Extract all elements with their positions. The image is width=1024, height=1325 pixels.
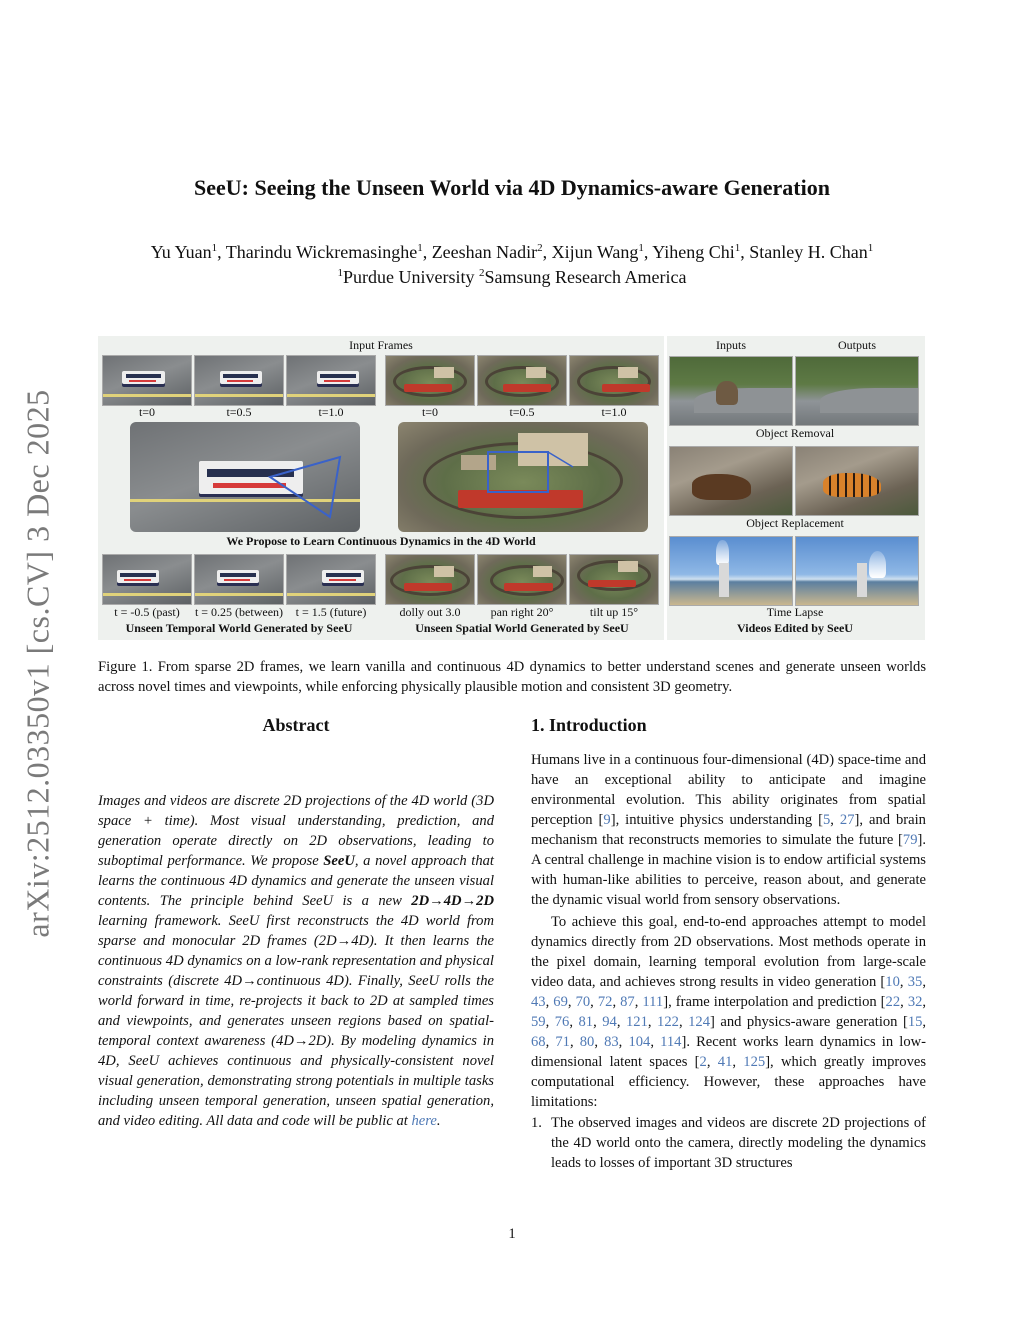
inputs-label: Inputs — [716, 338, 746, 352]
citation-link[interactable]: 2 — [699, 1054, 707, 1070]
list-item — [531, 1113, 926, 1173]
outputs-label: Outputs — [837, 338, 876, 352]
citation-link[interactable]: 59 — [531, 1014, 546, 1030]
spatial-label: dolly out 3.0 — [399, 605, 461, 619]
citation-link[interactable]: 32 — [907, 994, 923, 1010]
author-block — [0, 240, 1024, 290]
figure-caption: Figure 1. From sparse 2D frames, we learn vanilla and continuous 4D dynamics to better understand scenes and generate unseen worlds across novel times and viewpoints, while enforcing physically plausible motion and consistent 3D geometry. — [98, 659, 926, 695]
temporal-label: t = -0.5 (past) — [114, 605, 180, 619]
spatial-label: pan right 20° — [490, 605, 554, 619]
citation-link[interactable]: 43 — [531, 994, 546, 1010]
citation-link[interactable]: 111 — [642, 994, 664, 1010]
paper-title: SeeU: Seeing the Unseen World via 4D Dynamics-aware Generation — [194, 175, 830, 200]
tiger-output-image — [795, 446, 919, 516]
time-label: t=0 — [138, 405, 156, 419]
citation-link[interactable]: 125 — [743, 1054, 766, 1070]
generated-bus-frame-image — [286, 554, 376, 605]
author-name: Stanley H. Chan — [749, 242, 868, 262]
bus-frame-image — [286, 355, 376, 406]
citation-link[interactable]: 76 — [554, 1014, 570, 1030]
author-affiliation-mark: 1 — [638, 242, 644, 254]
temporal-label: t = 1.5 (future) — [295, 605, 367, 619]
arxiv-sidebar — [14, 378, 62, 948]
abstract-emphasis: SeeU — [323, 853, 355, 869]
generated-bus-frame-image — [102, 554, 192, 605]
citation-group: 10, 35, 43, 69, 70, 72, 87, 111 — [531, 974, 926, 1010]
affiliation-mark: 2 — [479, 267, 485, 279]
train-4d-reconstruction-image — [398, 422, 648, 532]
author-name: Zeeshan Nadir — [431, 242, 538, 262]
camera-frustum-overlay — [398, 422, 648, 532]
object-removal-label: Object Removal — [755, 426, 835, 440]
camera-frustum-overlay — [130, 422, 360, 532]
citation-link[interactable]: 121 — [626, 1014, 648, 1030]
train-frame-image — [385, 355, 475, 406]
intro-text-segment: To achieve this goal, end-to-end approaches attempt to model dynamics directly from 2D observations. Most methods operate in the pixel domain, learning temporal evolution from large-scale video data, and achieves strong results in video generation [ — [531, 914, 926, 990]
generated-train-frame-image — [385, 554, 475, 605]
generated-train-frame-image — [569, 554, 659, 605]
affiliation-list — [0, 265, 1024, 290]
kangaroo-input-image — [669, 356, 793, 426]
citation-link[interactable]: 81 — [578, 1014, 594, 1030]
time-label: t=0 — [421, 405, 439, 419]
input-frames-label: Input Frames — [349, 338, 413, 352]
citation-group: 2, 41, 125 — [699, 1054, 766, 1070]
citation-link[interactable]: 124 — [688, 1014, 710, 1030]
citation-group: 22, 32, 59, 76, 81, 94, 121, 122, 124 — [531, 994, 927, 1030]
bus-4d-reconstruction-image — [130, 422, 360, 532]
affiliation-name: Purdue University — [343, 267, 475, 287]
abstract-text-segment: , a novel approach that learns the continuous 4D dynamics and generate the unseen visual contents. The principle behind SeeU is a new — [98, 853, 494, 909]
citation-link[interactable]: 114 — [660, 1034, 682, 1050]
intro-text-segment: ]. Recent works learn dynamics in low-dimensional latent spaces [ — [531, 1034, 927, 1070]
spatial-label: tilt up 15° — [589, 605, 639, 619]
citation-link[interactable]: 27 — [839, 812, 855, 828]
generated-bus-frame-image — [194, 554, 284, 605]
bear-input-image — [669, 446, 793, 516]
abstract-body — [98, 791, 494, 1131]
videos-title: Videos Edited by SeeU — [737, 621, 853, 635]
figure-panel-left — [98, 336, 664, 640]
intro-heading: 1. Introduction — [531, 715, 647, 735]
citation-link[interactable]: 87 — [620, 994, 635, 1010]
affiliation-name: Samsung Research America — [484, 267, 687, 287]
author-affiliation-mark: 2 — [537, 242, 543, 254]
citation-link[interactable]: 69 — [553, 994, 568, 1010]
kangaroo-removed-output-image — [795, 356, 919, 426]
rocket-output-image — [795, 536, 919, 606]
citation-link[interactable]: 83 — [604, 1034, 619, 1050]
intro-text-segment: Humans live in a continuous four-dimensional (4D) space-time and have an exceptional ability to anticipate and imagine environmental evolution. This ability originates from spatial perception [ — [531, 752, 926, 828]
affiliation-mark: 1 — [337, 267, 344, 279]
code-link[interactable]: here — [411, 1113, 437, 1129]
temporal-label: t = 0.25 (between) — [194, 605, 284, 619]
citation-link[interactable]: 41 — [717, 1054, 733, 1070]
time-label: t=0.5 — [509, 405, 535, 419]
train-frame-image — [569, 355, 659, 406]
abstract-heading: Abstract — [262, 715, 330, 735]
citation-link[interactable]: 5 — [823, 812, 831, 828]
citation-group: 15, 68, 71, 80, 83, 104, 114 — [531, 1014, 927, 1050]
citation-link[interactable]: 35 — [907, 974, 923, 990]
citation-link[interactable]: 15 — [907, 1014, 923, 1030]
citation-link[interactable]: 70 — [575, 994, 591, 1010]
citation-link[interactable]: 80 — [579, 1034, 595, 1050]
author-affiliation-mark: 1 — [211, 242, 218, 254]
citation-link[interactable]: 122 — [657, 1014, 679, 1030]
list-number: 1. — [531, 1115, 542, 1131]
center-label: We Propose to Learn Continuous Dynamics in the 4D World — [226, 534, 536, 548]
intro-text-segment: ], and brain mechanism that reconstructs memories to simulate the future [ — [531, 812, 926, 848]
arxiv-id: arXiv:2512.03350v1 [cs.CV] 3 Dec 2025 — [19, 388, 56, 938]
intro-text-segment: ], which greatly improves computational efficiency. However, these approaches have limitations: — [531, 1054, 927, 1110]
author-affiliation-mark: 1 — [734, 242, 741, 254]
figure-panel-right — [667, 336, 925, 640]
author-name: Yiheng Chi — [652, 242, 735, 262]
page-number: 1 — [508, 1226, 516, 1242]
intro-text-segment: , — [830, 812, 840, 828]
citation-link[interactable]: 72 — [597, 994, 613, 1010]
abstract-text-segment: . — [436, 1113, 441, 1129]
citation-link[interactable]: 94 — [602, 1014, 617, 1030]
bus-frame-image — [194, 355, 284, 406]
object-replacement-label: Object Replacement — [746, 516, 844, 530]
intro-text-segment: ] and physics-aware generation [ — [709, 1014, 908, 1030]
citation-link[interactable]: 71 — [555, 1034, 570, 1050]
intro-text-segment: ], frame interpolation and prediction [ — [663, 994, 886, 1010]
citation-link[interactable]: 22 — [885, 994, 901, 1010]
time-label: t=0.5 — [226, 405, 252, 419]
time-label: t=1.0 — [601, 405, 627, 419]
rocket-input-image — [669, 536, 793, 606]
list-text: The observed images and videos are discrete 2D projections of the 4D world onto the camera, directly modeling the dynamics leads to losses of important 3D structures — [551, 1115, 926, 1171]
abstract-text-segment: Images and videos are discrete 2D projections of the 4D world (3D space + time). Most visual understanding, prediction, and generation operate directly on 2D observations, leading to suboptimal performance. We propose — [98, 793, 494, 869]
spatial-title: Unseen Spatial World Generated by SeeU — [415, 621, 629, 635]
generated-train-frame-image — [477, 554, 567, 605]
author-name: Yu Yuan — [150, 242, 212, 262]
intro-paragraph — [531, 912, 926, 1112]
time-label: t=1.0 — [318, 405, 344, 419]
author-name: Xijun Wang — [551, 242, 639, 262]
temporal-title: Unseen Temporal World Generated by SeeU — [125, 621, 353, 635]
author-name: Tharindu Wickremasinghe — [225, 242, 418, 262]
author-list: Yu Yuan$^1$, Tharindu Wickremasinghe$^1$, Zeeshan Nadir$^2$, Xijun Wang$^1$, Yiheng Chi$^1$, Stanley H. Chan$^1$ — [150, 242, 874, 262]
citation-link[interactable]: 79 — [902, 832, 918, 848]
abstract-text-segment: learning framework. SeeU first reconstructs the 4D world from sparse and monocular 2D frames (2D→4D). It then learns the continuous 4D dynamics on a low-rank representation and physical constraints (discrete 4D→continuous 4D). Finally, SeeU rolls the world forward in time, re-projects it back to 2D at sampled times and viewpoints, and generates unseen regions based on spatial-temporal context awareness (4D→2D). By modeling dynamics in 4D, SeeU achieves continuous and physically-consistent novel visual generation, demonstrating strong potentials in multiple tasks including unseen temporal generation, unseen spatial generation, and video editing. All data and code will be public at — [98, 913, 494, 1129]
intro-text-segment: ]. A central challenge in machine vision is to endow artificial systems with human-like abilities to perceive, reason about, and generate the dynamic visual world from sensory observations. — [531, 832, 926, 908]
citation-link[interactable]: 68 — [531, 1034, 546, 1050]
citation-link[interactable]: 9 — [603, 812, 611, 828]
citation-link[interactable]: 10 — [885, 974, 900, 990]
intro-paragraph — [531, 750, 926, 910]
intro-body — [531, 750, 926, 1173]
bus-frame-image — [102, 355, 192, 406]
author-affiliation-mark: 1 — [867, 242, 874, 254]
author-affiliation-mark: 1 — [417, 242, 423, 254]
train-frame-image — [477, 355, 567, 406]
citation-link[interactable]: 104 — [628, 1034, 651, 1050]
abstract-emphasis: 2D→4D→2D — [411, 893, 494, 909]
time-lapse-label: Time Lapse — [766, 605, 824, 619]
intro-text-segment: ], intuitive physics understanding [ — [610, 812, 823, 828]
